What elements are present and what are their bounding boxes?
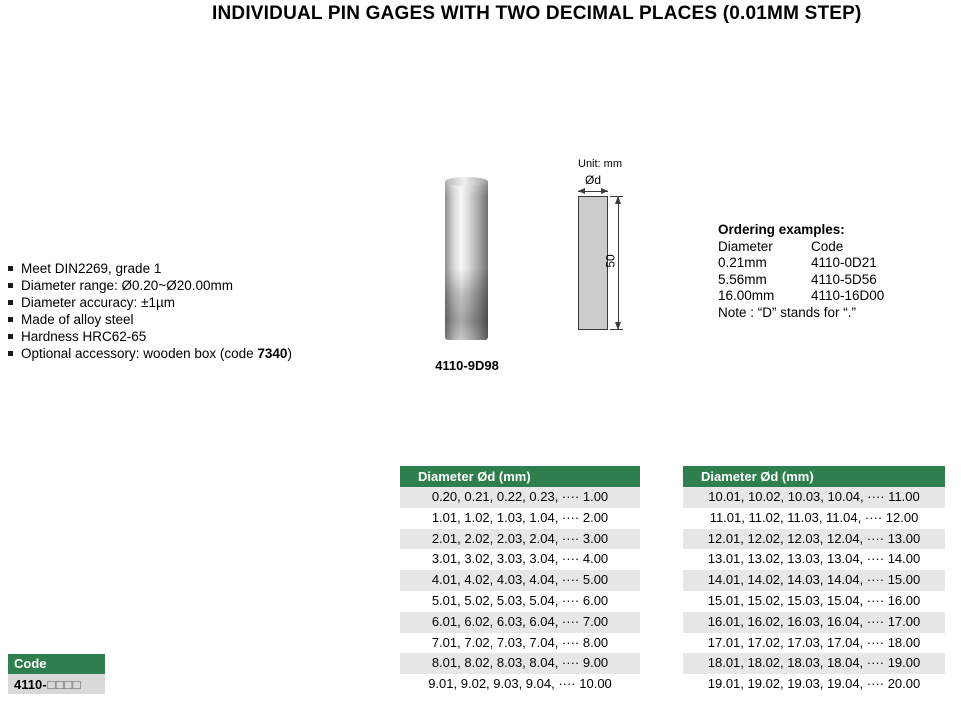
ordering-header-row bbox=[718, 239, 884, 256]
feature-item bbox=[8, 328, 292, 345]
product-code-label: 4110-9D98 bbox=[435, 358, 499, 373]
feature-text: Made of alloy steel bbox=[21, 312, 134, 327]
table-row: 14.01, 14.02, 14.03, 14.04, ···· 15.00 bbox=[683, 570, 945, 591]
table-row: 7.01, 7.02, 7.03, 7.04, ···· 8.00 bbox=[431, 634, 609, 650]
table-row: 2.01, 2.02, 2.03, 2.04, ···· 3.00 bbox=[400, 529, 640, 550]
bullet-icon bbox=[8, 317, 13, 322]
table-row: 17.01, 17.02, 17.03, 17.04, ···· 18.00 bbox=[707, 634, 921, 650]
table-row: 13.01, 13.02, 13.03, 13.04, ···· 14.00 bbox=[707, 551, 921, 567]
unit-label: Unit: mm bbox=[578, 158, 622, 170]
table-row: 8.01, 8.02, 8.03, 8.04, ···· 9.00 bbox=[400, 653, 640, 674]
bullet-icon bbox=[8, 334, 13, 339]
feature-text: Diameter range: Ø0.20~Ø20.00mm bbox=[21, 278, 233, 293]
ordering-row bbox=[718, 288, 884, 305]
length-dimension-label: 50 bbox=[603, 254, 618, 268]
ordering-col-diameter: Diameter bbox=[718, 238, 773, 254]
feature-text-code: 7340 bbox=[257, 346, 288, 361]
ordering-code: 4110-0D21 bbox=[811, 255, 877, 270]
bullet-icon bbox=[8, 266, 13, 271]
feature-item bbox=[8, 260, 292, 277]
feature-item bbox=[8, 345, 292, 362]
code-prefix: 4110- bbox=[14, 676, 47, 692]
table-row: 3.01, 3.02, 3.03, 3.04, ···· 4.00 bbox=[431, 551, 609, 567]
feature-item bbox=[8, 277, 292, 294]
table-row: 5.01, 5.02, 5.03, 5.04, ···· 6.00 bbox=[431, 592, 609, 608]
ordering-examples bbox=[718, 222, 884, 321]
table-row: 1.01, 1.02, 1.03, 1.04, ···· 2.00 bbox=[431, 509, 609, 525]
diameter-table-right bbox=[683, 466, 945, 695]
feature-text: Hardness HRC62-65 bbox=[21, 329, 147, 344]
table-row: 6.01, 6.02, 6.03, 6.04, ···· 7.00 bbox=[400, 612, 640, 633]
bullet-icon bbox=[8, 351, 13, 356]
table-row: 4.01, 4.02, 4.03, 4.04, ···· 5.00 bbox=[400, 570, 640, 591]
table-row: 10.01, 10.02, 10.03, 10.04, ···· 11.00 bbox=[683, 487, 945, 508]
code-placeholder-boxes: □□□□ bbox=[47, 676, 81, 692]
technical-drawing bbox=[560, 158, 700, 350]
table-header: Diameter Ød (mm) bbox=[683, 466, 945, 487]
arrow-right-icon bbox=[601, 188, 608, 194]
code-box-header: Code bbox=[8, 654, 105, 674]
bullet-icon bbox=[8, 283, 13, 288]
ordering-code: 4110-5D56 bbox=[811, 271, 877, 287]
table-header: Diameter Ød (mm) bbox=[400, 466, 640, 487]
arrow-down-icon bbox=[615, 322, 621, 330]
page-title: INDIVIDUAL PIN GAGES WITH TWO DECIMAL PLACES (0.01MM STEP) bbox=[212, 3, 862, 24]
ordering-col-code: Code bbox=[811, 238, 844, 254]
table-row: 12.01, 12.02, 12.03, 12.04, ···· 13.00 bbox=[683, 529, 945, 550]
ordering-title: Ordering examples: bbox=[718, 222, 845, 237]
ordering-note: Note : “D” stands for “.” bbox=[718, 304, 857, 320]
table-row: 9.01, 9.02, 9.03, 9.04, ···· 10.00 bbox=[428, 676, 612, 692]
feature-item bbox=[8, 311, 292, 328]
table-row: 16.01, 16.02, 16.03, 16.04, ···· 17.00 bbox=[683, 612, 945, 633]
ordering-row bbox=[718, 255, 884, 272]
table-row: 19.01, 19.02, 19.03, 19.04, ···· 20.00 bbox=[707, 676, 921, 692]
feature-text: Diameter accuracy: ±1µm bbox=[21, 295, 175, 310]
table-row: 18.01, 18.02, 18.03, 18.04, ···· 19.00 bbox=[683, 653, 945, 674]
arrow-up-icon bbox=[615, 196, 621, 204]
code-box bbox=[8, 654, 105, 694]
table-row: 11.01, 11.02, 11.03, 11.04, ···· 12.00 bbox=[709, 509, 919, 525]
diameter-table-left bbox=[400, 466, 640, 695]
length-dimension-line bbox=[618, 196, 619, 330]
ordering-diameter: 0.21mm bbox=[718, 255, 767, 270]
arrow-left-icon bbox=[578, 188, 585, 194]
ordering-diameter: 16.00mm bbox=[718, 288, 775, 303]
pin-top-face bbox=[445, 177, 488, 186]
diameter-dimension-label: Ød bbox=[584, 173, 601, 187]
pin-body bbox=[445, 181, 488, 340]
feature-text-prefix: Optional accessory: wooden box (code bbox=[21, 346, 258, 361]
feature-text: Meet DIN2269, grade 1 bbox=[21, 261, 162, 276]
table-row: 15.01, 15.02, 15.03, 15.04, ···· 16.00 bbox=[707, 592, 921, 608]
table-row: 0.20, 0.21, 0.22, 0.23, ···· 1.00 bbox=[400, 487, 640, 508]
feature-text bbox=[21, 345, 292, 362]
feature-list bbox=[8, 260, 292, 362]
feature-text-suffix: ) bbox=[287, 346, 292, 361]
ordering-diameter: 5.56mm bbox=[718, 271, 767, 287]
bullet-icon bbox=[8, 300, 13, 305]
ordering-row bbox=[718, 272, 884, 289]
feature-item bbox=[8, 294, 292, 311]
pin-gage-photo bbox=[445, 177, 488, 340]
code-box-value bbox=[8, 674, 105, 694]
ordering-code: 4110-16D00 bbox=[811, 288, 885, 303]
